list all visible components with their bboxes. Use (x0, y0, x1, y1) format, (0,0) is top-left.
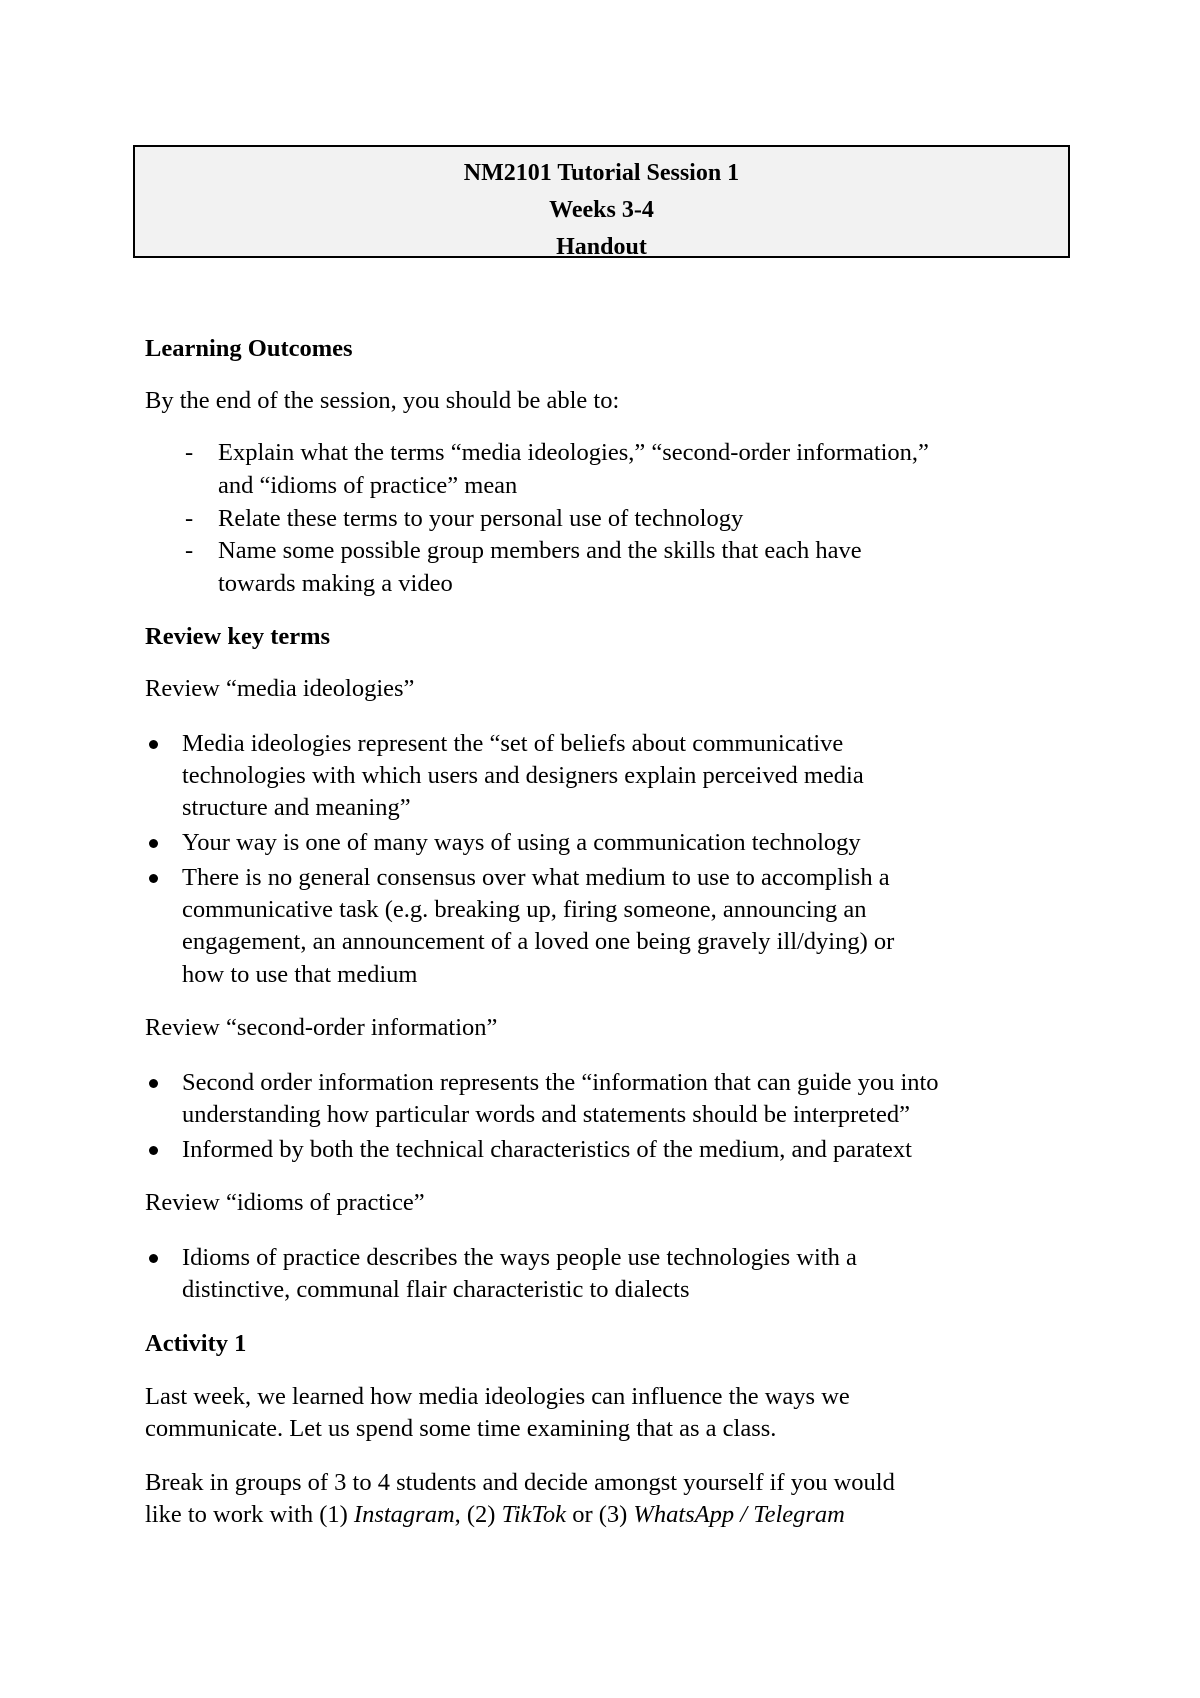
review-idioms-title: Review “idioms of practice” (145, 1189, 425, 1216)
review-media-ideologies-title: Review “media ideologies” (145, 675, 415, 702)
bullet-icon (149, 1079, 158, 1088)
media-ideologies-bullet-3-line-4: how to use that medium (182, 961, 418, 988)
learning-outcomes-heading: Learning Outcomes (145, 335, 353, 362)
bullet-icon (149, 839, 158, 848)
handout-label: Handout (556, 234, 647, 260)
bullet-icon (149, 740, 158, 749)
course-title: NM2101 Tutorial Session 1 (463, 160, 740, 186)
second-order-bullet-1-line-2: understanding how particular words and statements should be interpreted” (182, 1101, 910, 1128)
second-order-bullet-1-line-1: Second order information represents the “information that can guide you into (182, 1069, 939, 1096)
activity-paragraph-1-line-2: communicate. Let us spend some time examining that as a class. (145, 1415, 777, 1442)
bullet-icon (149, 874, 158, 883)
dash-marker: - (185, 505, 194, 532)
activity-text-segment: like to work with (1) (145, 1501, 354, 1528)
outcome-item-3-line-2: towards making a video (218, 570, 453, 597)
learning-outcomes-intro: By the end of the session, you should be able to: (145, 387, 620, 414)
outcome-item-1-line-1: Explain what the terms “media ideologies,” “second-order information,” (218, 439, 929, 466)
activity-paragraph-1-line-1: Last week, we learned how media ideologies can influence the ways we (145, 1383, 850, 1410)
review-second-order-title: Review “second-order information” (145, 1014, 498, 1041)
media-ideologies-bullet-1-line-3: structure and meaning” (182, 794, 411, 821)
bullet-icon (149, 1254, 158, 1263)
outcome-item-3-line-1: Name some possible group members and the skills that each have (218, 537, 862, 564)
weeks-label: Weeks 3-4 (549, 197, 654, 223)
activity-1-heading: Activity 1 (145, 1330, 247, 1357)
dash-marker: - (185, 537, 194, 564)
media-ideologies-bullet-1-line-1: Media ideologies represent the “set of beliefs about communicative (182, 730, 844, 757)
activity-paragraph-2-line-2 (145, 1499, 845, 1531)
outcome-item-2: Relate these terms to your personal use of technology (218, 505, 744, 532)
tiktok-option: TikTok (501, 1501, 567, 1528)
media-ideologies-bullet-3-line-3: engagement, an announcement of a loved one being gravely ill/dying) or (182, 928, 895, 955)
media-ideologies-bullet-2: Your way is one of many ways of using a communication technology (182, 829, 861, 856)
activity-text-segment: or (3) (566, 1501, 634, 1528)
title-box (133, 145, 1070, 258)
media-ideologies-bullet-1-line-2: technologies with which users and designers explain perceived media (182, 762, 864, 789)
media-ideologies-bullet-3-line-1: There is no general consensus over what medium to use to accomplish a (182, 864, 890, 891)
activity-paragraph-2-line-1: Break in groups of 3 to 4 students and decide amongst yourself if you would (145, 1469, 895, 1496)
review-key-terms-heading: Review key terms (145, 623, 331, 650)
idioms-bullet-1-line-1: Idioms of practice describes the ways people use technologies with a (182, 1244, 857, 1271)
whatsapp-telegram-option: WhatsApp / Telegram (633, 1501, 845, 1528)
dash-marker: - (185, 439, 194, 466)
instagram-option: Instagram (353, 1501, 455, 1528)
activity-text-segment: , (2) (454, 1501, 502, 1528)
outcome-item-1-line-2: and “idioms of practice” mean (218, 472, 518, 499)
second-order-bullet-2: Informed by both the technical characteristics of the medium, and paratext (182, 1136, 912, 1163)
media-ideologies-bullet-3-line-2: communicative task (e.g. breaking up, firing someone, announcing an (182, 896, 867, 923)
idioms-bullet-1-line-2: distinctive, communal flair characteristic to dialects (182, 1276, 690, 1303)
bullet-icon (149, 1146, 158, 1155)
